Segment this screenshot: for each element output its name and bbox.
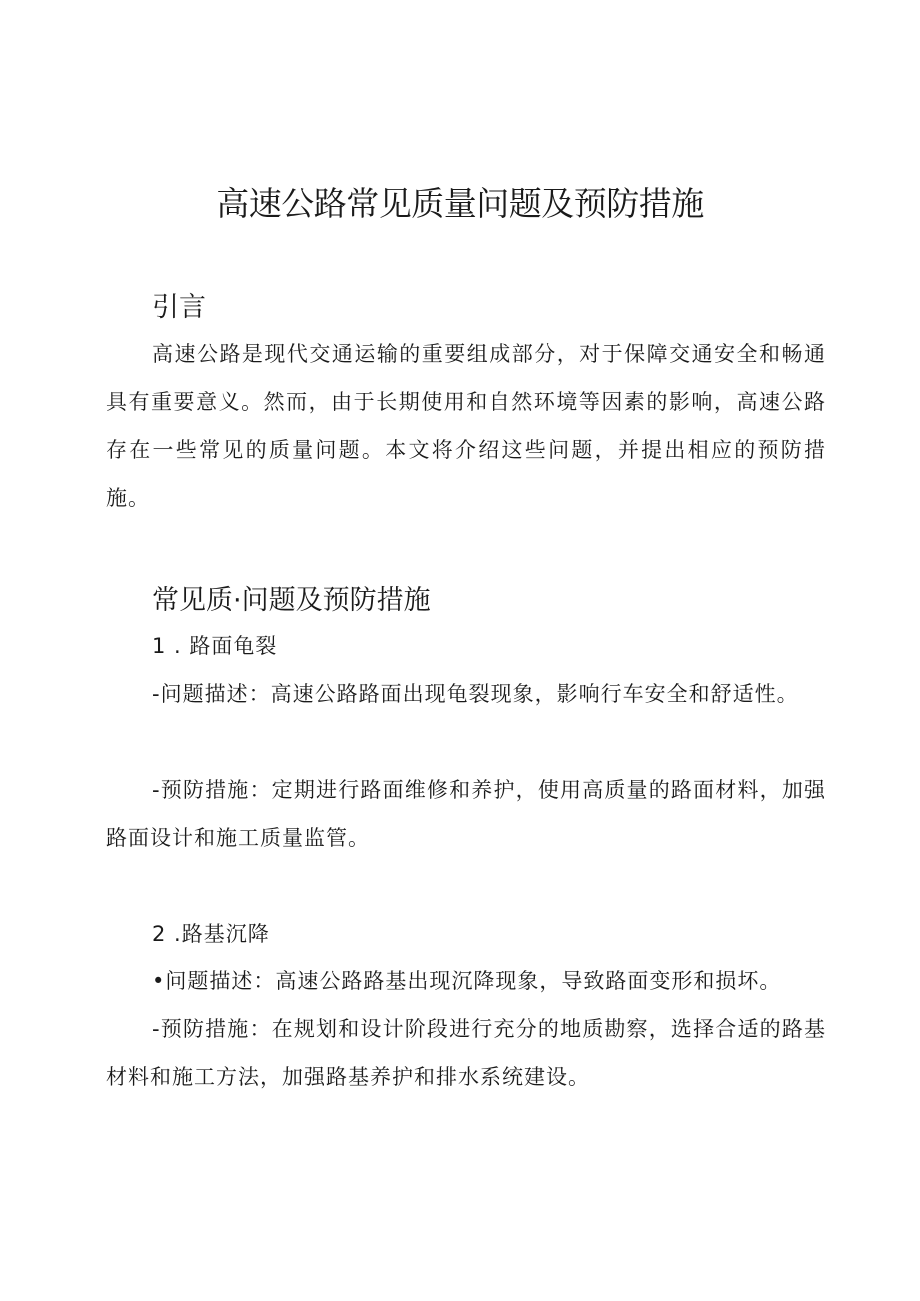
item-prevention: -预防措施：定期进行路面维修和养护，使用高质量的路面材料，加强路面设计和施工质量监管。 (106, 778, 826, 850)
intro-paragraph: 高速公路是现代交通运输的重要组成部分，对于保障交通安全和畅通具有重要意义。然而，由于长期使用和自然环境等因素的影响，高速公路存在一些常见的质量问题。本文将介绍这些问题，并提出相应的预防措施。 (106, 342, 826, 510)
item-prevention: -预防措施：在规划和设计阶段进行充分的地质勘察，选择合适的路基材料和施工方法，加强路基养护和排水系统建设。 (106, 1017, 826, 1089)
item-description: •问题描述：高速公路路基出现沉降现象，导致路面变形和损坏。 (152, 969, 782, 993)
item-title: 2 .路基沉降 (152, 922, 270, 946)
document-title: 高速公路常见质量问题及预防措施 (216, 184, 704, 223)
item-title: 1 . 路面龟裂 (152, 634, 278, 658)
section-heading: 常见质·问题及预防措施 (152, 585, 431, 616)
intro-heading: 引言 (152, 292, 206, 323)
item-description: -问题描述：高速公路路面出现龟裂现象，影响行车安全和舒适性。 (152, 682, 799, 706)
